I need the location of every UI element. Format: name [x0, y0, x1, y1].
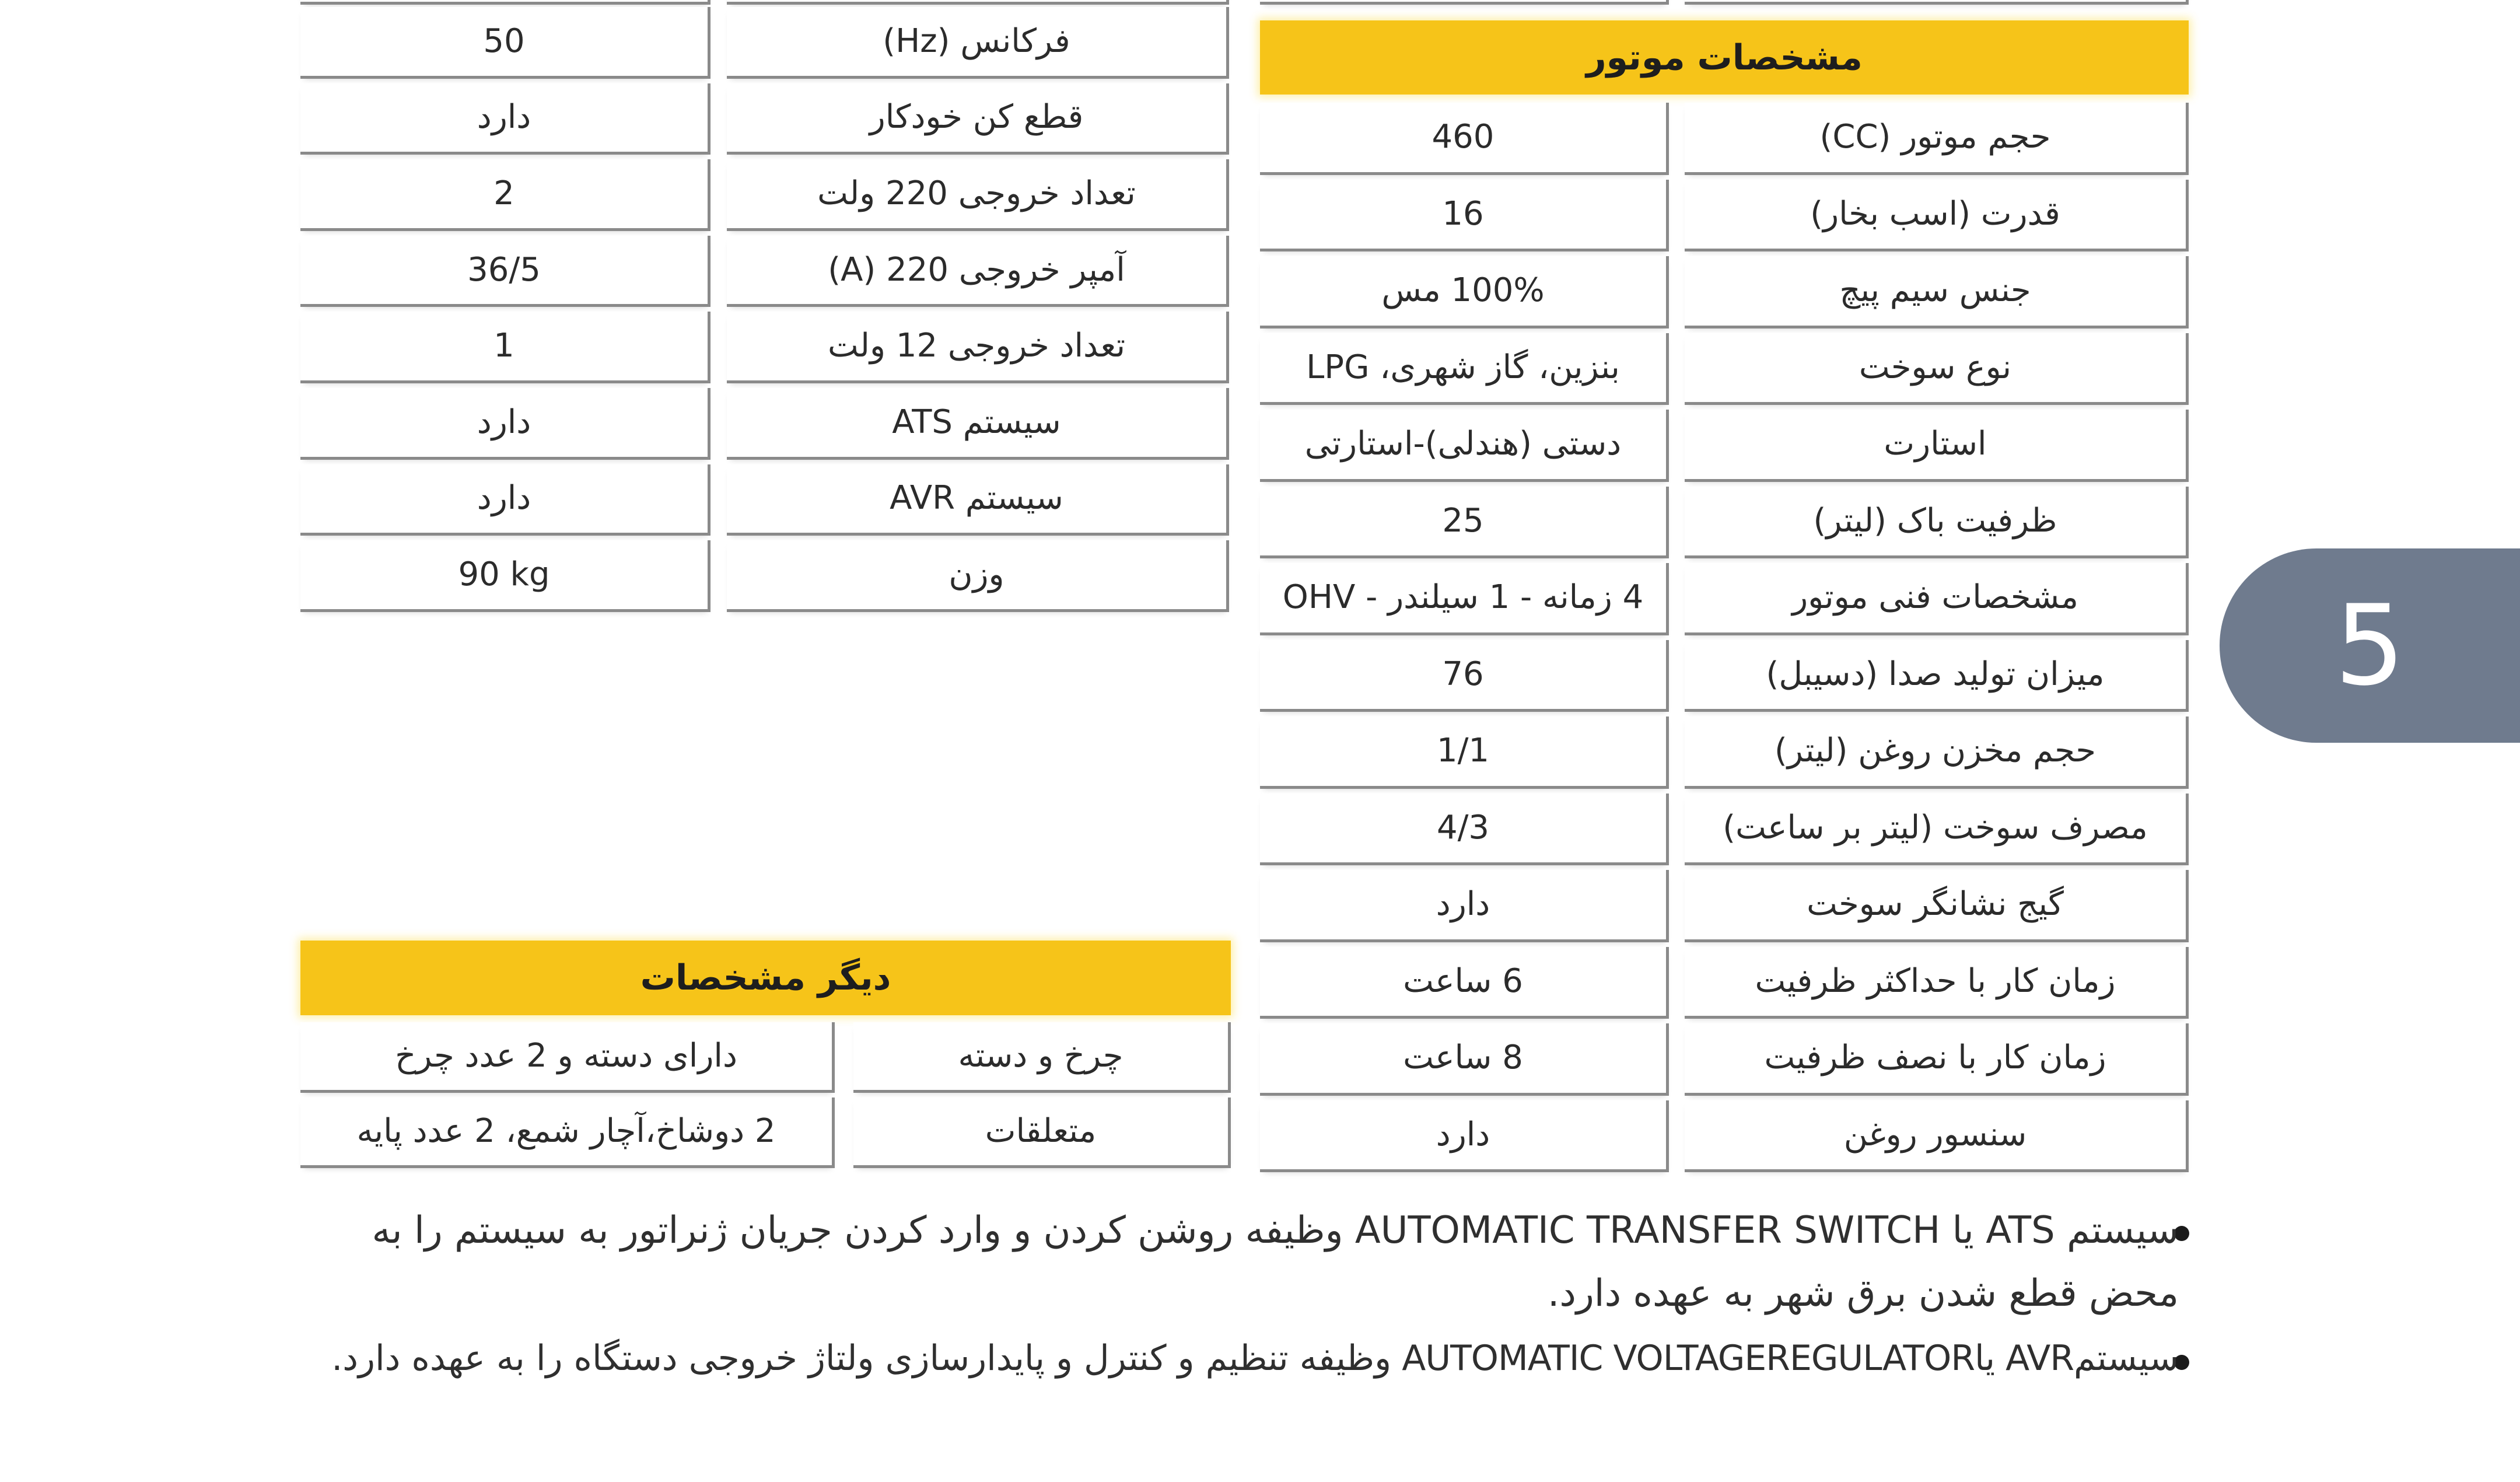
table-cell-value — [1260, 180, 1669, 252]
table-cell-value — [300, 159, 710, 231]
table-cell-value — [300, 464, 710, 536]
cell-label-text: چرخ و دسته — [958, 1037, 1124, 1075]
table-cell-label — [727, 540, 1229, 612]
table-cell-value — [1260, 333, 1669, 406]
table-cell-value — [1260, 563, 1669, 635]
cell-value-text: 50 — [483, 22, 525, 60]
cell-label-text: مصرف سوخت (لیتر بر ساعت) — [1723, 808, 2148, 847]
table-cell-label — [1685, 410, 2189, 482]
note-1-line-2: محض قطع شدن برق شهر به عهده دارد. — [1548, 1272, 2179, 1315]
cell-value-text: 90 kg — [458, 555, 550, 593]
page-number-badge — [2220, 548, 2520, 743]
partial-top-cell-value — [300, 0, 710, 5]
table-cell-label — [1685, 256, 2189, 328]
table-cell-label — [727, 159, 1229, 231]
table-cell-value — [1260, 716, 1669, 789]
cell-label-text: تعداد خروجی 220 ولت — [817, 174, 1136, 212]
table-cell-label — [1685, 333, 2189, 406]
table-cell-label — [1685, 794, 2189, 866]
cell-value-text: 4/3 — [1436, 808, 1490, 847]
cell-value-text: دارای دسته و 2 عدد چرخ — [395, 1037, 737, 1075]
table-cell-value — [1260, 1023, 1669, 1096]
cell-value-text: 36/5 — [467, 250, 541, 289]
note-1-line-1: سیستم ATS یا AUTOMATIC TRANSFER SWITCH وظیفه روشن کردن و وارد کردن جریان ژنراتور به سیستم را به — [372, 1209, 2179, 1252]
table-cell-value — [300, 388, 710, 460]
cell-label-text: حجم مخزن روغن (لیتر) — [1774, 732, 2096, 770]
cell-value-text: 6 ساعت — [1403, 962, 1523, 1000]
cell-label-text: متعلقات — [985, 1112, 1097, 1150]
table-cell-label — [1685, 487, 2189, 559]
cell-value-text: بنزین، گاز شهری، LPG — [1306, 348, 1620, 386]
cell-label-text: سیستم ATS — [892, 403, 1061, 441]
table-cell-value — [1260, 794, 1669, 866]
table-cell-value — [300, 7, 710, 79]
cell-value-text: 4 زمانه - 1 سیلندر - OHV — [1282, 578, 1644, 617]
table-cell-value — [1260, 947, 1669, 1019]
cell-label-text: قطع کن خودکار — [869, 98, 1084, 137]
cell-label-text: وزن — [949, 555, 1005, 593]
other-specs-title: دیگر مشخصات — [640, 957, 891, 998]
table-cell-value — [300, 236, 710, 307]
table-cell-value — [300, 83, 710, 155]
cell-label-text: جنس سیم پیچ — [1839, 271, 2031, 310]
table-cell-label — [727, 236, 1229, 307]
table-cell-label — [727, 83, 1229, 155]
cell-label-text: قدرت (اسب بخار) — [1810, 194, 2060, 233]
cell-label-text: زمان کار با نصف ظرفیت — [1764, 1039, 2106, 1077]
table-cell-value — [300, 540, 710, 612]
table-cell-label — [1685, 180, 2189, 252]
cell-label-text: مشخصات فنی موتور — [1792, 578, 2078, 617]
table-cell-label — [1685, 716, 2189, 789]
table-cell-value — [300, 312, 710, 383]
cell-label-text: گیج نشانگر سوخت — [1807, 885, 2064, 924]
cell-label-text: زمان کار با حداکثر ظرفیت — [1755, 962, 2116, 1000]
partial-top-cell-label — [727, 0, 1229, 5]
cell-value-text: 2 — [494, 174, 514, 212]
cell-label-text: فرکانس (Hz) — [883, 22, 1070, 60]
table-cell-label — [1685, 1100, 2189, 1173]
page-number: 5 — [2334, 581, 2405, 710]
cell-label-text: آمپر خروجی 220 (A) — [828, 250, 1125, 289]
partial-top-cell-engine-value — [1260, 0, 1669, 5]
table-cell-value — [1260, 870, 1669, 942]
cell-label-text: ظرفیت باک (لیتر) — [1813, 501, 2057, 540]
note-2-line-1: سیستمAVR یاAUTOMATIC VOLTAGEREGULATOR وظیفه تنظیم و کنترل و پایدارسازی ولتاژ خروجی دستگاه را به عهده دارد. — [331, 1338, 2179, 1379]
table-cell-label — [727, 7, 1229, 79]
engine-specs-header — [1260, 20, 2189, 95]
table-cell-label — [727, 312, 1229, 383]
table-cell-value — [1260, 640, 1669, 712]
table-cell-value — [1260, 1100, 1669, 1173]
table-cell-value — [1260, 256, 1669, 328]
cell-label-text: سیستم AVR — [890, 479, 1063, 518]
table-cell-label — [1685, 563, 2189, 635]
cell-value-text: 16 — [1442, 194, 1484, 233]
cell-value-text: دارد — [1436, 885, 1490, 924]
cell-label-text: نوع سوخت — [1859, 348, 2012, 386]
table-cell-label — [853, 1097, 1231, 1168]
cell-label-text: استارت — [1884, 425, 1987, 463]
table-cell-label — [1685, 640, 2189, 712]
cell-value-text: دارد — [1436, 1115, 1490, 1154]
cell-value-text: 8 ساعت — [1403, 1039, 1523, 1077]
cell-value-text: دارد — [477, 403, 531, 441]
cell-label-text: حجم موتور (CC) — [1819, 118, 2051, 156]
table-cell-value — [1260, 487, 1669, 559]
cell-label-text: سنسور روغن — [1843, 1115, 2027, 1154]
table-cell-value — [1260, 103, 1669, 175]
cell-value-text: دستی (هندلی)-استارتی — [1304, 425, 1622, 463]
cell-value-text: دارد — [477, 98, 531, 137]
cell-value-text: دارد — [477, 479, 531, 518]
partial-top-cell-engine-label — [1685, 0, 2189, 5]
cell-value-text: 2 دوشاخ،آچار شمع، 2 عدد پایه — [356, 1112, 776, 1150]
cell-value-text: 460 — [1432, 118, 1494, 156]
cell-value-text: 1/1 — [1436, 732, 1490, 770]
other-specs-header — [300, 941, 1231, 1015]
table-cell-label — [853, 1022, 1231, 1093]
cell-value-text: 100% مس — [1381, 271, 1545, 310]
table-cell-label — [1685, 870, 2189, 942]
table-cell-label — [1685, 103, 2189, 175]
table-cell-value — [300, 1022, 835, 1093]
table-cell-label — [727, 464, 1229, 536]
engine-specs-title: مشخصات موتور — [1586, 37, 1863, 78]
cell-label-text: میزان تولید صدا (دسیبل) — [1766, 655, 2105, 693]
table-cell-label — [1685, 1023, 2189, 1096]
cell-label-text: تعداد خروجی 12 ولت — [827, 327, 1126, 365]
cell-value-text: 25 — [1442, 501, 1484, 540]
cell-value-text: 1 — [494, 327, 514, 365]
table-cell-value — [1260, 410, 1669, 482]
table-cell-label — [1685, 947, 2189, 1019]
cell-value-text: 76 — [1442, 655, 1484, 693]
table-cell-value — [300, 1097, 835, 1168]
table-cell-label — [727, 388, 1229, 460]
